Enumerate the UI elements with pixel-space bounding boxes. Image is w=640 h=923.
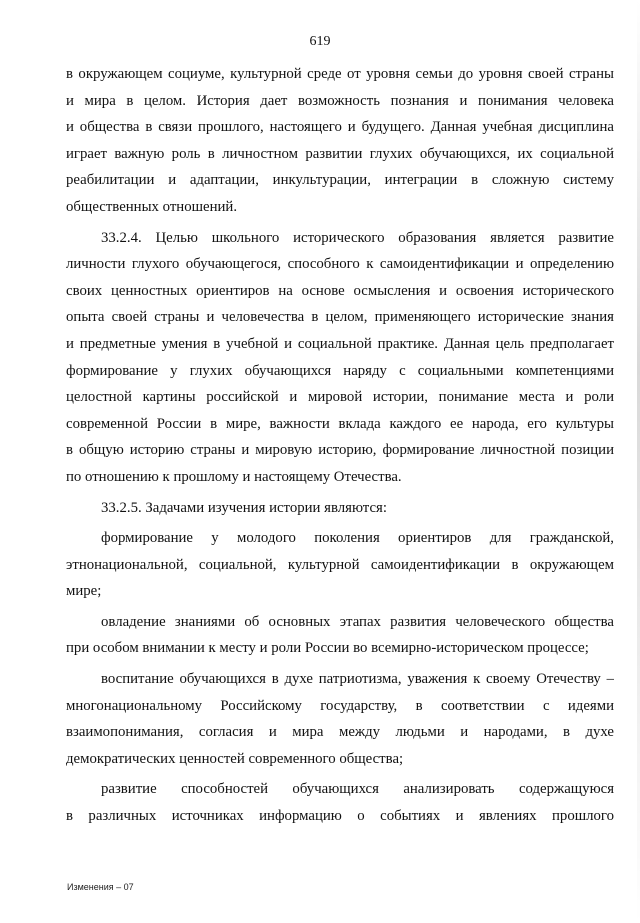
text-line: воспитание обучающихся в духе патриотизма, уважения к своему Отечеству – [101,671,614,688]
paragraph [66,776,614,829]
text-line: реабилитации и адаптации, инкультурации, интеграции в сложную систему [66,172,614,189]
text-line: при особом внимании к месту и роли России во всемирно-историческом процессе; [66,640,589,657]
text-line: мире; [66,583,102,600]
paragraph [66,666,614,772]
text-line: 33.2.5. Задачами изучения истории являются: [101,499,387,516]
text-line: формирование у молодого поколения ориентиров для гражданской, [101,530,614,547]
text-line: этнонациональной, социальной, культурной самоидентификации в окружающем [66,556,614,573]
text-line: в различных источниках информацию о событиях и явлениях прошлого [66,808,614,825]
text-line: играет важную роль в личностном развитии глухих обучающихся, их социальной [66,145,614,162]
text-line: своих ценностных ориентиров на основе осмысления и освоения исторического [66,282,614,299]
document-body [66,61,614,830]
text-line: 33.2.4. Целью школьного исторического образования является развитие [101,229,614,246]
text-line: формирование у глухих обучающихся наряду с социальными компетенциями [66,362,614,379]
paragraph [66,525,614,605]
footer-note: Изменения – 07 [67,882,134,892]
text-line: в общую историю страны и мировую историю, формирование личностной позиции [66,442,614,459]
text-line: личности глухого обучающегося, способного к самоидентификации и определению [66,256,614,273]
text-line: взаимопонимания, согласия и мира между людьми и народами, в духе [66,724,614,741]
text-line: в окружающем социуме, культурной среде от уровня семьи до уровня своей страны [66,66,614,82]
paragraph [66,225,614,491]
text-line: и предметные умения в учебной и социальной практике. Данная цель предполагает [66,335,614,352]
text-line: демократических ценностей современного общества; [66,750,404,767]
text-line: и общества в связи прошлого, настоящего и будущего. Данная учебная дисциплина [66,119,614,136]
text-line: общественных отношений. [66,198,238,215]
paragraph [66,609,614,662]
paragraph [66,61,614,221]
text-line: многонациональному Российскому государству, в соответствии с идеями [66,697,614,714]
text-line: овладение знаниями об основных этапах развития человеческого общества [101,613,614,630]
text-line: современной России в мире, важности вклада каждого ее народа, его культуры [66,415,614,432]
text-line: целостной картины российской и мировой истории, понимание места и роли [66,389,614,406]
text-line: и мира в целом. История дает возможность познания и понимания человека [66,92,614,109]
text-line: по отношению к прошлому и настоящему Отечества. [66,468,402,485]
text-line: развитие способностей обучающихся анализировать содержащуюся [101,781,614,798]
paragraph [66,495,614,522]
text-line: опыта своей страны и человечества в целом, применяющего исторические знания [66,309,614,326]
page-number: 619 [309,34,331,49]
